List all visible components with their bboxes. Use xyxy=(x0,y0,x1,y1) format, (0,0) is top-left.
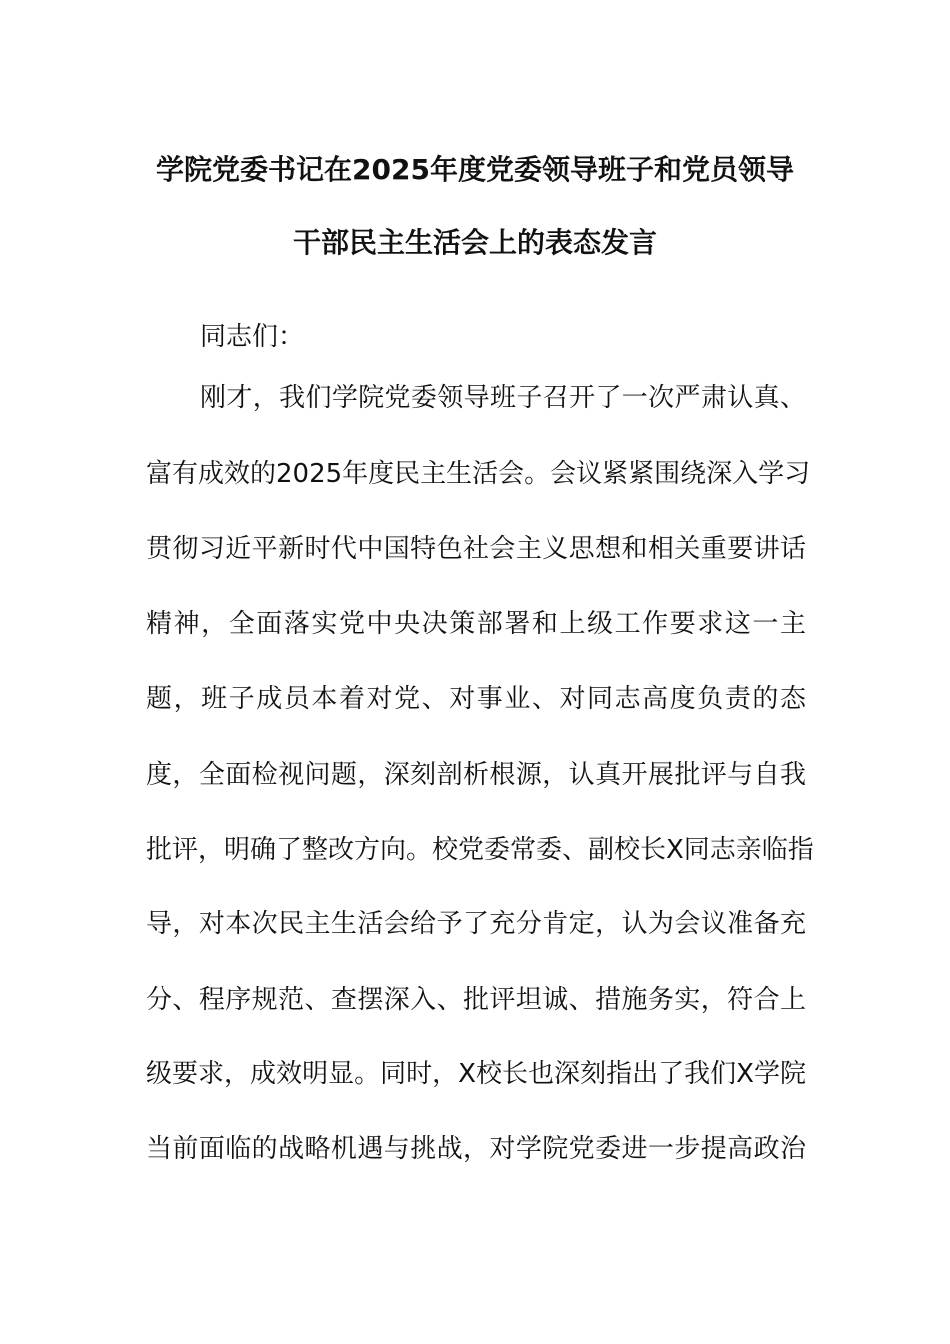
document-title-line-2: 干部民主生活会上的表态发言 xyxy=(292,226,657,259)
body-line: 贯彻习近平新时代中国特色社会主义思想和相关重要讲话 xyxy=(146,534,806,564)
body-line: 富有成效的2025年度民主生活会。会议紧紧围绕深入学习 xyxy=(146,459,811,489)
body-line: 题，班子成员本着对党、对事业、对同志高度负责的态 xyxy=(146,684,806,714)
salutation: 同志们： xyxy=(200,322,305,352)
body-line: 度，全面检视问题，深刻剖析根源，认真开展批评与自我 xyxy=(146,760,806,790)
document-title-line-1: 学院党委书记在2025年度党委领导班子和党员领导 xyxy=(156,153,794,186)
body-line: 刚才，我们学院党委领导班子召开了一次严肃认真、 xyxy=(200,383,806,413)
body-line: 导，对本次民主生活会给予了充分肯定，认为会议准备充 xyxy=(146,909,806,939)
body-line: 当前面临的战略机遇与挑战，对学院党委进一步提高政治 xyxy=(146,1134,806,1164)
body-line: 批评，明确了整改方向。校党委常委、副校长X同志亲临指 xyxy=(146,835,814,865)
body-line: 精神，全面落实党中央决策部署和上级工作要求这一主 xyxy=(146,609,806,639)
body-line: 级要求，成效明显。同时，X校长也深刻指出了我们X学院 xyxy=(146,1059,806,1089)
body-line: 分、程序规范、查摆深入、批评坦诚、措施务实，符合上 xyxy=(146,985,806,1015)
